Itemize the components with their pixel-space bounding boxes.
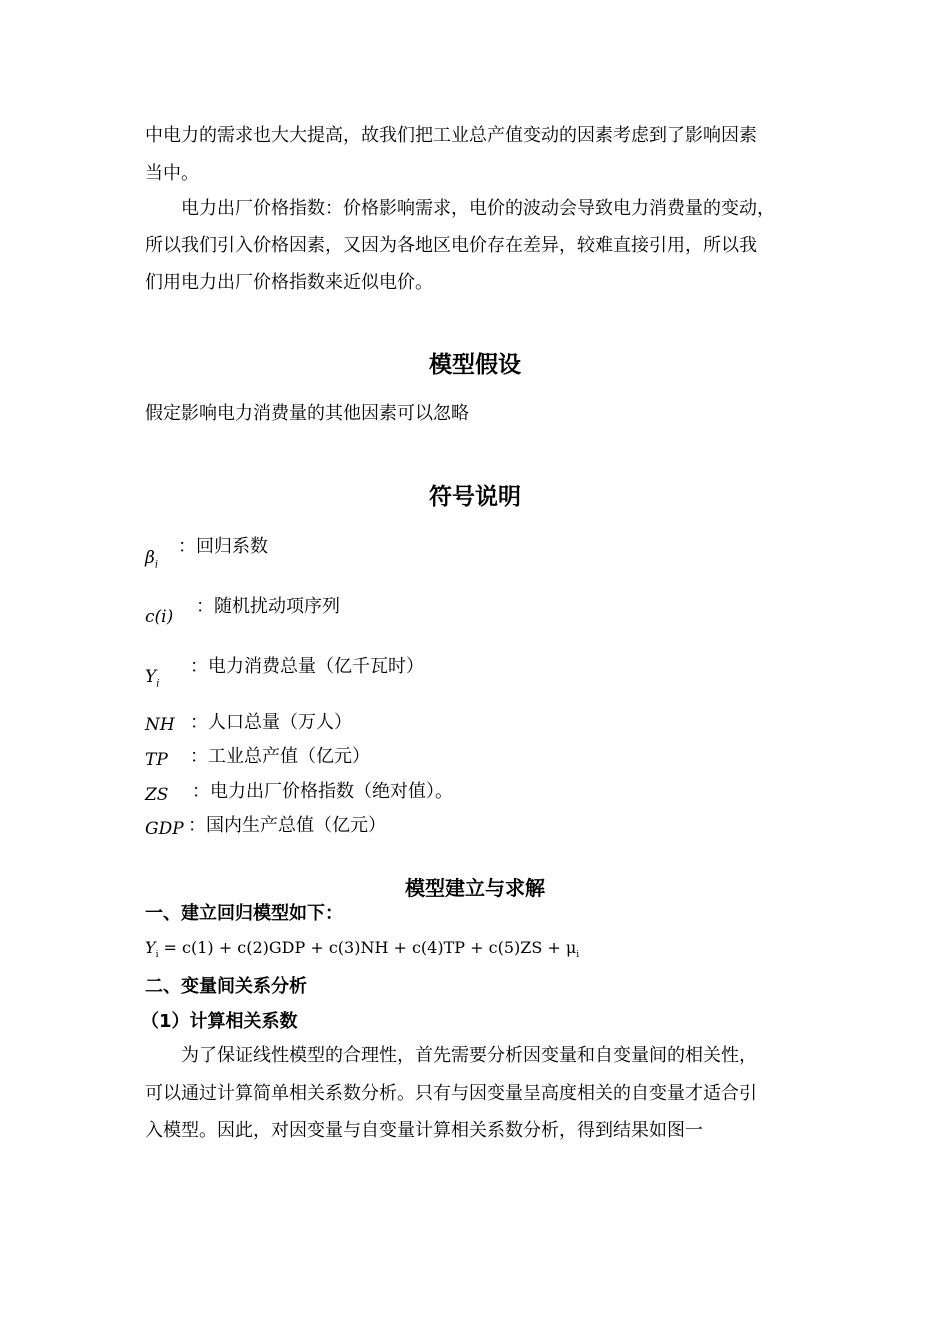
- intro-line-3: 电力出厂价格指数：价格影响需求，电价的波动会导致电力消费量的变动，: [181, 198, 775, 219]
- symbol-nh: NH: [145, 715, 175, 735]
- step-2-1-heading: （1）计算相关系数: [141, 1011, 298, 1032]
- symbol-beta-desc: ：回归系数: [178, 536, 268, 557]
- step-2-heading: 二、变量间关系分析: [145, 976, 307, 997]
- symbol-gdp: GDP: [145, 819, 184, 839]
- symbol-c: c(i): [145, 607, 174, 627]
- model-para-line-3: 入模型。因此，对因变量与自变量计算相关系数分析，得到结果如图一: [145, 1120, 703, 1141]
- symbol-tp: TP: [145, 750, 168, 770]
- symbols-heading: 符号说明: [429, 484, 521, 510]
- symbol-zs-desc: ：电力出厂价格指数（绝对值）。: [192, 781, 453, 802]
- symbol-c-desc: ：随机扰动项序列: [196, 596, 340, 617]
- intro-line-5: 们用电力出厂价格指数来近似电价。: [145, 272, 433, 293]
- symbol-y-desc: ：电力消费总量（亿千瓦时）: [190, 656, 424, 677]
- formula-lhs-sub: i: [155, 950, 159, 961]
- model-para-line-1: 为了保证线性模型的合理性，首先需要分析因变量和自变量间的相关性，: [181, 1045, 757, 1066]
- symbol-tp-desc: ：工业总产值（亿元）: [190, 746, 370, 767]
- step-1-heading: 一、建立回归模型如下：: [145, 903, 343, 924]
- symbol-zs: ZS: [145, 785, 169, 805]
- assumption-text: 假定影响电力消费量的其他因素可以忽略: [145, 403, 469, 424]
- formula-rhs-sub: i: [576, 950, 580, 961]
- symbol-gdp-desc: ：国内生产总值（亿元）: [188, 815, 386, 836]
- model-heading: 模型建立与求解: [405, 876, 545, 900]
- intro-line-1: 中电力的需求也大大提高，故我们把工业总产值变动的因素考虑到了影响因素: [145, 125, 757, 146]
- model-para-line-2: 可以通过计算简单相关系数分析。只有与因变量呈高度相关的自变量才适合引: [145, 1083, 757, 1104]
- symbol-y: $Y_i$: [145, 667, 160, 690]
- assumption-heading: 模型假设: [429, 352, 521, 378]
- formula-lhs: Y: [145, 938, 156, 957]
- formula-rhs: = c(1) + c(2)GDP + c(3)NH + c(4)TP + c(5)ZS + μ: [158, 938, 577, 957]
- intro-line-4: 所以我们引入价格因素，又因为各地区电价存在差异，较难直接引用，所以我: [145, 235, 757, 256]
- intro-line-2: 当中。: [145, 163, 199, 184]
- symbol-nh-desc: ：人口总量（万人）: [190, 712, 352, 733]
- regression-formula: [145, 937, 579, 966]
- symbol-beta: $\beta_i$: [145, 548, 159, 571]
